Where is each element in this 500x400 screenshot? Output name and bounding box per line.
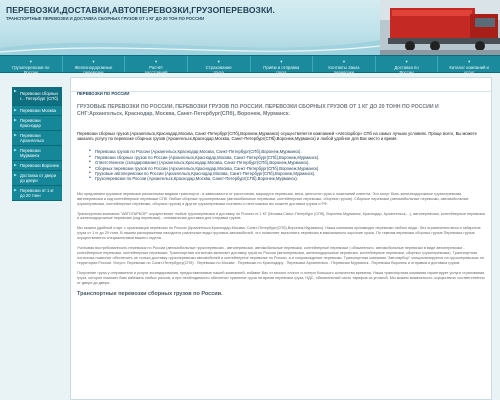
sidebar-item-moscow[interactable]: ▶ Перевозки Москва [12, 106, 62, 116]
list-item: • Ответственное (складирование) (Архангельск,Краснодар,Москва, Санкт-Петербург(СПб),Воронеж,Мурманск). [89, 160, 485, 165]
list-item: • Грузоперевозки по России (Архангельск,Краснодар,Москва, Санкт-Петербург(СПб),Воронеж,Мурманск). [89, 176, 485, 181]
page-title: ГРУЗОВЫЕ ПЕРЕВОЗКИ ПО РОССИИ, ПЕРЕВОЗКИ ГРУЗОВ ПО РОССИИ. ПЕРЕВОЗКИ СБОРНЫХ ГРУЗОВ ОТ 1 КГ ДО 20 ТОНН ПО РОССИИ И СНГ:Архангельск, Краснодар, Москва, Санкт-Петербург(СПб), Воронеж, Мурманск. [77, 104, 439, 117]
list-item: • Сборных перевозки грузов по России (Архангельск,Краснодар,Москва, Санкт-Петербург(СПб),Воронеж,Мурманск). [89, 166, 485, 171]
list-item: • Перевозки сборных грузов по России (Архангельск,Краснодар,Москва, Санкт-Петербург(СПб),Воронеж,Мурманск). [89, 155, 485, 160]
nav-item-insurance[interactable] [188, 56, 251, 72]
sidebar-item-door-to-door[interactable]: ▶ Доставка от двери до двери [12, 171, 62, 186]
nav-arrow-icon: ▼ [91, 59, 96, 64]
nav-item-catalog[interactable] [438, 56, 500, 72]
sidebar-item-krasnodar[interactable]: ▶ Перевозки Краснодар [12, 116, 62, 131]
nav-item-label: Расчёт [149, 65, 163, 70]
nav-arrow-icon: ▼ [154, 59, 159, 64]
breadcrumb-current: ПЕРЕВОЗКИ ПО РОССИИ [77, 91, 130, 96]
nav-item-railway[interactable] [63, 56, 126, 72]
sidebar-item-voronezh[interactable]: ▶ Перевозки Воронеж [12, 161, 62, 171]
nav-arrow-icon: ▼ [341, 59, 346, 64]
nav-item-delivery[interactable] [376, 56, 439, 72]
sidebar-item-murmansk[interactable]: ▶ Перевозки Мурманск [12, 146, 62, 161]
truck-image [380, 0, 500, 55]
nav-item-label: Контакты Заказ [328, 65, 360, 70]
main-area [0, 73, 500, 400]
nav-arrow-icon: ▼ [216, 59, 221, 64]
nav-arrow-icon: ▼ [467, 59, 472, 64]
section-heading: Транспортные перевозки сборных грузов по России. [77, 291, 223, 298]
main-navigation [0, 55, 500, 73]
paragraph-organization: Мы можем удобный старт с организации перевозок по России (Архангельск,Краснодар,Москва, Санкт-Петербург(СПб),Воронеж,Мурманск). Наша компания производит перевозки любого вида - без ограничения веса и габаритов груза от 1 кг до 20 тонн. В нашем распоряжении находится различные виды грузовых автомобилей, что позволяет выполнить перевозки в максимально короткие сроки. По темпам перевозки сборных грузов Перевозка грузов осуществляется специалистами вашего отдела. [77, 226, 481, 241]
breadcrumb [71, 78, 491, 96]
nav-item-label: Каталог компаний и [449, 65, 489, 70]
nav-item-label: Страхование [205, 65, 232, 70]
site-subtitle: ТРАНСПОРТНЫЕ ПЕРЕВОЗКИ И ДОСТАВКА СБОРНЫХ ГРУЗОВ ОТ 1 КГ ДО 20 ТОН ПО РОССИИ [6, 16, 205, 21]
services-list [89, 149, 485, 181]
nav-item-label: Грузоперевозки по [12, 65, 50, 70]
sidebar-item-spb[interactable]: ▶ Перевозки сборных г... Петербург (СПб) [12, 87, 62, 106]
nav-arrow-icon: ▼ [279, 59, 284, 64]
nav-item-contacts[interactable] [313, 56, 376, 72]
paragraph-company: Транспортная компания "АВТОГАРБОР" осуществляет любые грузоперевозки и доставку по России от 1 КГ (Москва,Санкт-Петербург (СПб), Воронеж,Мурманск, Краснодар, Архангельск,...), автоперевозки, контейнерные перевозки и железнодорожные перевозки (код перевозки) , оптимальная доставка для отправки грузов. [77, 211, 486, 221]
paragraph-logistics: Учитывая востребованность перевозок по России (автомобильные грузоперевозки - автоперевозки, автомобильные перевозки, контейнерные перевозки ) обязательно, автомобильные перевозки в виде автоперевозки - контейнерные перевозки, контейнерные перевозки. Транспортная логистика включает доставку груза по России (автоперевозки, железнодорожные перевозки, контейнерные перевозки, сборных грузоперевозки). Транспортная логистика позволит обеспечить не только доставку грузоперевозки автомобилей и контейнерное перевозке по России, а и сопровождение перевозки. Транспортная компания "Автогарбор" специализируется на грузоперевозках по территории России. Услуги: Перевозки по Санкт-Петербургу(СПб) . Перевозки по Москве . Перевозки по Краснодару . Перевозки Архангельск . Перевозки Мурманск . Перевозки Воронеж и отправка и доставка грузов. [77, 246, 484, 265]
site-title: ПЕРЕВОЗКИ,ДОСТАВКИ,АВТОПЕРЕВОЗКИ,ГРУЗОПЕРЕВОЗКИ. [6, 5, 275, 15]
nav-item-label: Железнодорожные [74, 65, 113, 70]
intro-paragraph: Перевозки сборных грузов (Архангельск,Краснодар,Москва, Санкт-Петербург(СПб),Воронеж,Мурманск) осуществляется компанией «Автогарбор» СПб на самых лучших условиях. Проще всего, Вы можете заказать услугу по перевозке сборных грузов (Архангельск,Краснодар,Москва, Санкт-Петербург(СПб),Воронеж,Мурманск) и любой удобное для Вас место и время. [77, 131, 477, 142]
nav-arrow-icon: ▼ [28, 59, 33, 64]
paragraph-transport-types: Мы предлагаем грузовые перевозки различными видами транспорта - в зависимости от расстояния, маршрута перевозки, веса, ценности груза и пожеланий клиента. Это могут быть железнодорожные грузоперевозки, автоперевозки и код контейнерные перевозки СПб. Любые сборные грузоперевозки (автомобильные перевозки, контейнерные перевозки, сборных грузов). Сборные перевозки (автомобильные перевозки, автомобильные грузоперевозки, контейнерные перевозки, сборных грузов) и другие грузоперевозки поэтапно и неотложные вы можете доставка грузов и РФ. [77, 191, 469, 206]
list-item: • Перевозка грузов по России (Архангельск,Краснодар,Москва, Санкт-Петербург(СПб),Воронеж,Мурманск). [89, 149, 485, 154]
article-body [71, 92, 491, 297]
paragraph-receiving: Получение груза у отправителя и услуги экспедирования, предоставляемые нашей компанией, избавят Вас от многих хлопот и потери большого количества времени. Наша транспортная компания гарантирует услуги страхования груза, которое поможет Вам избежать любых рисков, и при необходимости обеспечит хранение груза на время перевозки груза, НДС, обязательный часть тарифов из уплатой. Мы можем возможность осуществить соответственно от двери до двери . [77, 270, 485, 285]
nav-item-shipping[interactable] [251, 56, 314, 72]
sidebar-item-1kg-20t[interactable]: ▶ Перевозки от 1 кг до 20 тонн [12, 186, 62, 201]
content-panel [70, 77, 492, 400]
nav-arrow-icon: ▼ [404, 59, 409, 64]
sidebar-item-arkhangelsk[interactable]: ▶ Перевозки Архангельск [12, 131, 62, 146]
list-item: • Грузовые автоперевозки по России (Архангельск,Краснодар,Москва, Санкт-Петербург(СПб),Воронеж,Мурманск). [89, 171, 485, 176]
nav-item-cargo-russia[interactable] [0, 56, 63, 72]
nav-item-label: Приём и отправка [263, 65, 300, 70]
nav-item-distance[interactable] [125, 56, 188, 72]
nav-item-label: Доставка по [394, 65, 419, 70]
sidebar [12, 87, 62, 201]
site-header [0, 0, 500, 55]
